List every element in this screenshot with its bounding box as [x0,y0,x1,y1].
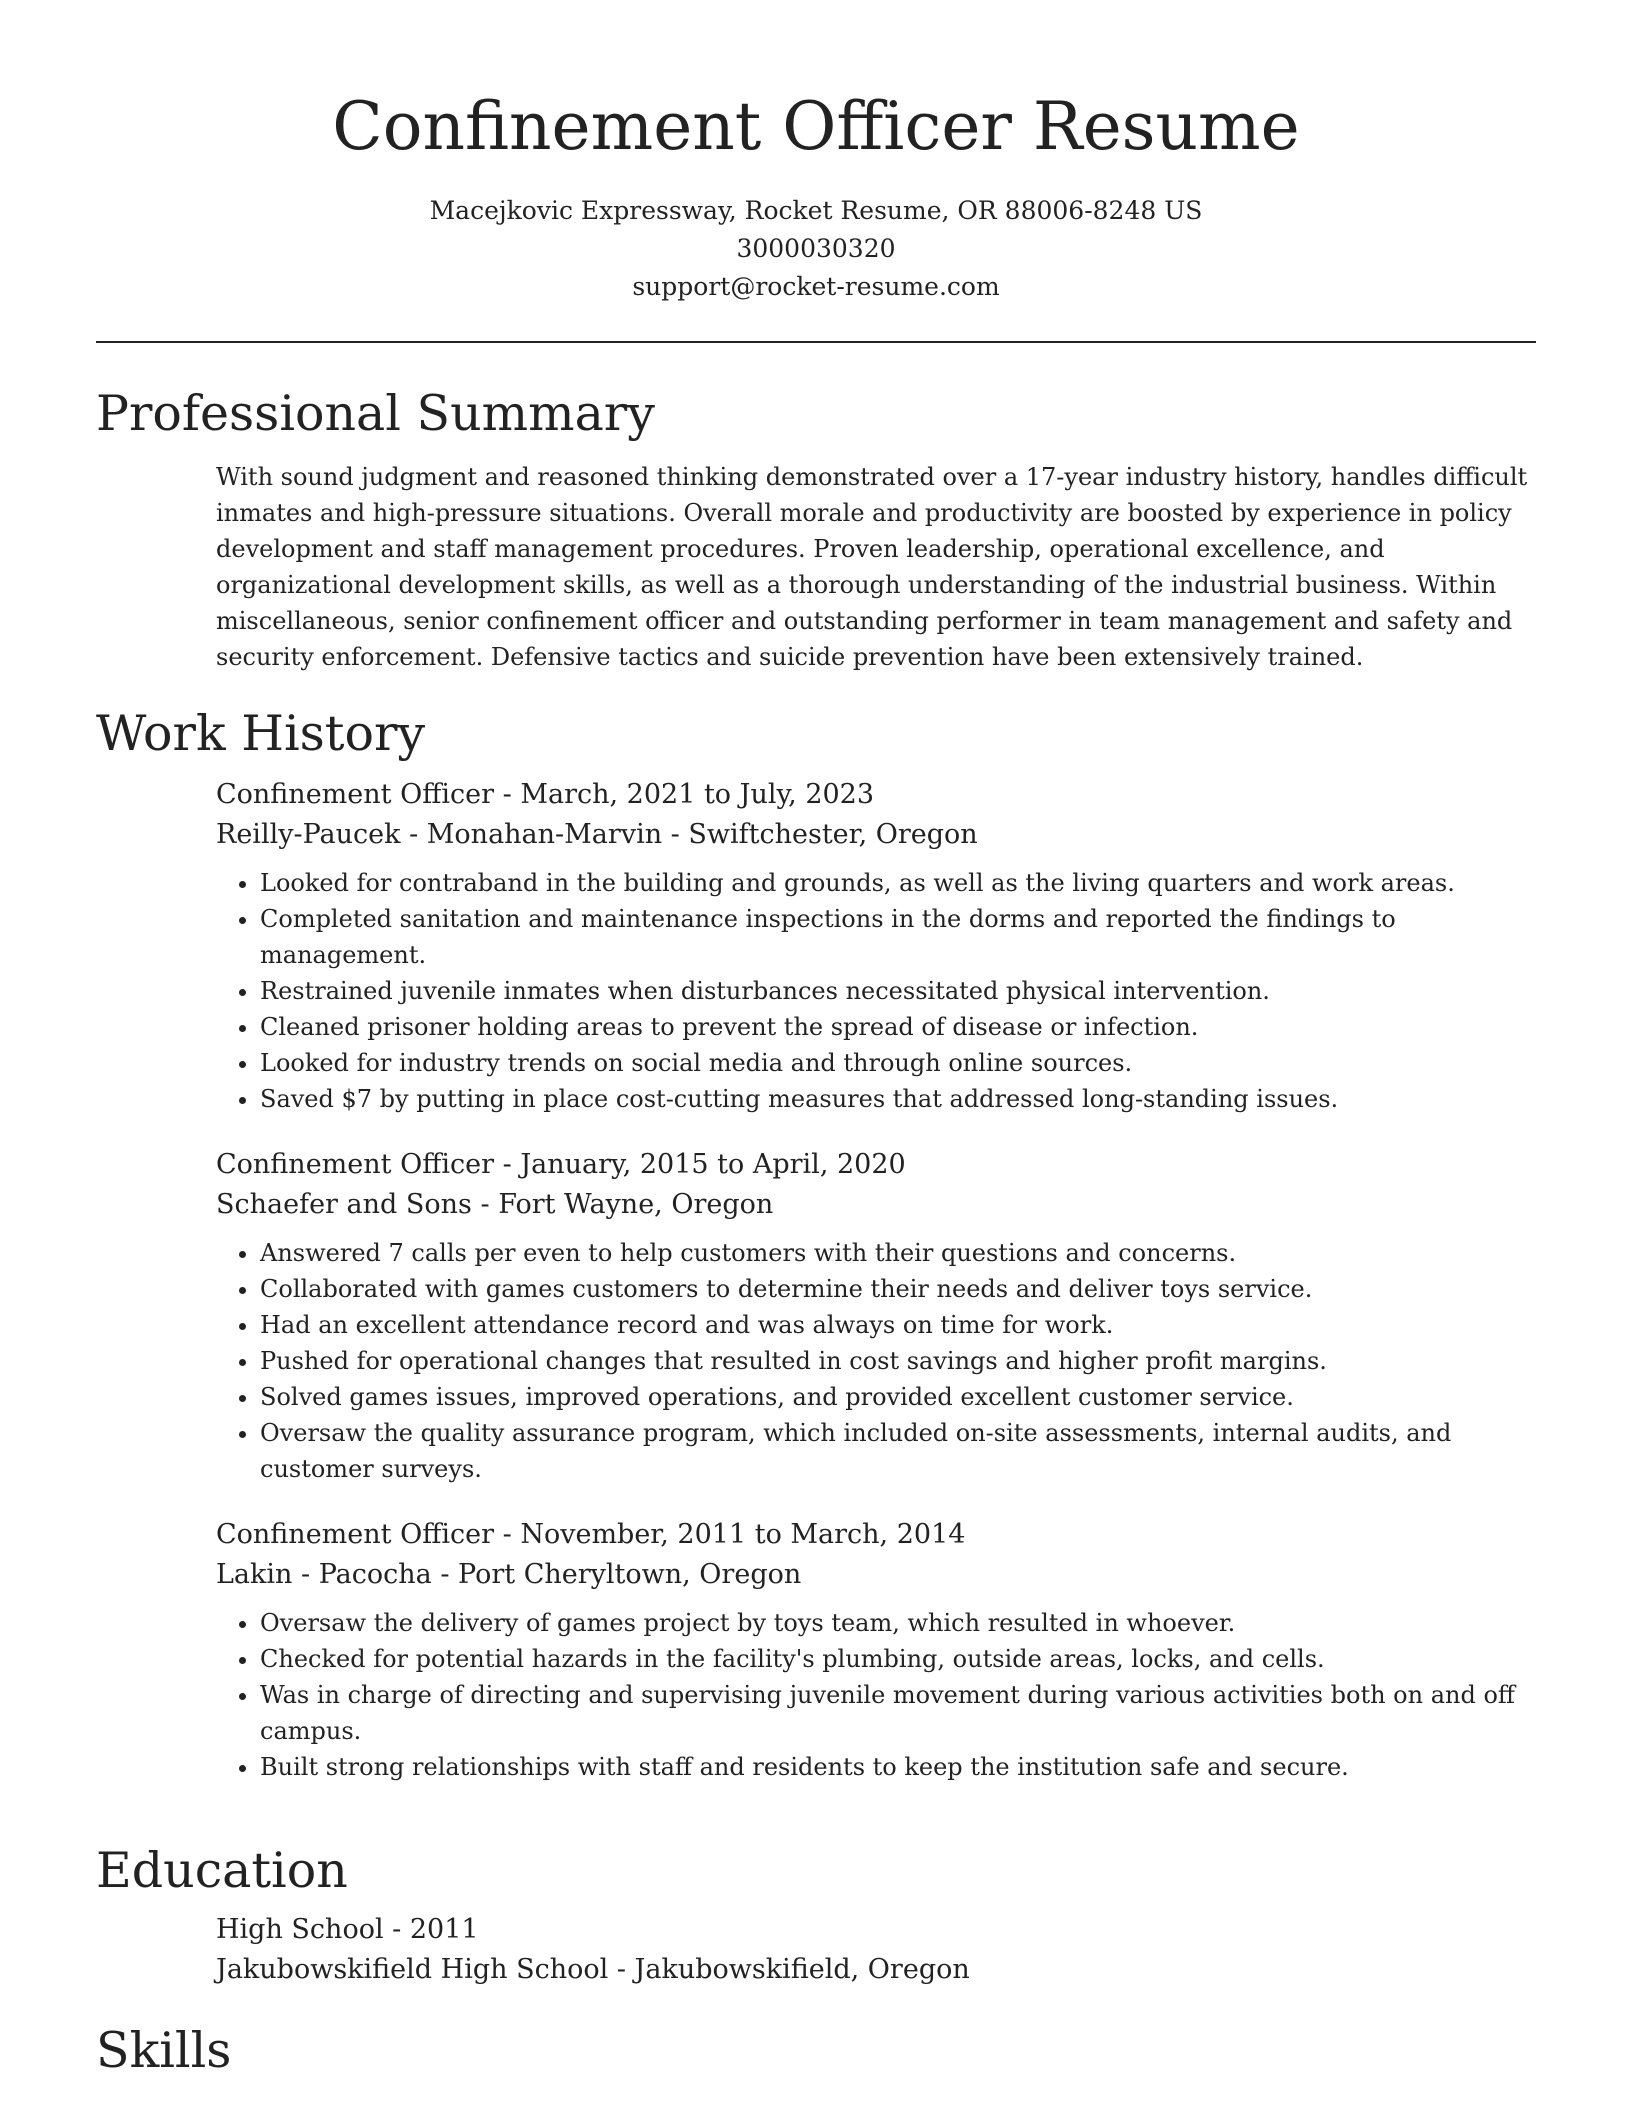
job-company-line [216,1185,1536,1225]
list-item: • Checked for potential hazards in the facility's plumbing, outside areas, locks, and cells. [260,1641,1536,1677]
summary-text: With sound judgment and reasoned thinking demonstrated over a 17-year industry history, handles difficult inmates and high-pressure situations. Overall morale and productivity are boosted by experience in policy development and staff management procedures. Proven leadership, operational excellence, and organizational development skills, as well as a thorough understanding of the industrial business. Within miscellaneous, senior confinement officer and outstanding performer in team management and safety and security enforcement. Defensive tactics and suicide prevention have been extensively trained. [216,463,1528,671]
page-title: Confinement Officer Resume [332,88,1300,165]
job-bullets [216,865,1536,1117]
education-location: - Jakubowskifield, Oregon [608,1954,970,1985]
job-location: - Fort Wayne, Oregon [471,1189,774,1220]
job-bullets [216,1605,1536,1785]
list-item: • Cleaned prisoner holding areas to prevent the spread of disease or infection. [260,1009,1536,1045]
job-dates: - January, 2015 to April, 2020 [494,1149,906,1180]
contact-email: support@rocket-resume.com [632,272,1000,301]
work-section [96,701,1536,1785]
job-dates: - November, 2011 to March, 2014 [494,1519,966,1550]
contact-address: Macejkovic Expressway, Rocket Resume, OR 88006-8248 US [429,196,1203,225]
job-title-line [216,1145,1536,1185]
job-dates: - March, 2021 to July, 2023 [494,779,875,810]
education-school-line [216,1950,1536,1990]
job-title: Confinement Officer [216,779,495,810]
education-entry [216,1910,1536,1990]
resume-header [0,0,1632,306]
job-title: Confinement Officer [216,1519,495,1550]
job-title-line [216,775,1536,815]
job-entry [216,1145,1536,1487]
list-item: • Solved games issues, improved operations, and provided excellent customer service. [260,1379,1536,1415]
education-degree-line [216,1910,1536,1950]
job-company-line [216,1555,1536,1595]
summary-heading: Professional Summary [96,385,655,442]
list-item: • Collaborated with games customers to determine their needs and deliver toys service. [260,1271,1536,1307]
list-item: • Looked for contraband in the building and grounds, as well as the living quarters and work areas. [260,865,1536,901]
job-bullets [216,1235,1536,1487]
job-location: - Port Cheryltown, Oregon [431,1559,802,1590]
job-company: Lakin - Pacocha [216,1559,432,1590]
education-heading: Education [96,1842,348,1899]
job-entry [216,775,1536,1117]
list-item: • Restrained juvenile inmates when disturbances necessitated physical intervention. [260,973,1536,1009]
education-section [96,1838,1536,1990]
education-year: - 2011 [383,1914,479,1945]
job-title-line [216,1515,1536,1555]
list-item: • Built strong relationships with staff and residents to keep the institution safe and secure. [260,1749,1536,1785]
list-item: • Oversaw the quality assurance program, which included on-site assessments, internal audits, and customer surveys. [260,1415,1536,1487]
job-entry [216,1515,1536,1785]
list-item: • Had an excellent attendance record and was always on time for work. [260,1307,1536,1343]
work-heading: Work History [96,705,426,762]
list-item: • Saved $7 by putting in place cost-cutting measures that addressed long-standing issues. [260,1081,1536,1117]
summary-section [96,381,1536,675]
education-school: Jakubowskifield High School [216,1954,609,1985]
header-divider [96,341,1536,343]
education-degree: High School [216,1914,384,1945]
job-company: Schaefer and Sons [216,1189,472,1220]
list-item: • Oversaw the delivery of games project by toys team, which resulted in whoever. [260,1605,1536,1641]
list-item: • Was in charge of directing and supervising juvenile movement during various activities both on and off campus. [260,1677,1536,1749]
contact-block [0,192,1632,306]
list-item: • Answered 7 calls per even to help customers with their questions and concerns. [260,1235,1536,1271]
skills-heading: Skills [96,2022,232,2079]
skills-section [96,2018,1536,2084]
job-company-line [216,815,1536,855]
list-item: • Looked for industry trends on social media and through online sources. [260,1045,1536,1081]
list-item: • Pushed for operational changes that resulted in cost savings and higher profit margins. [260,1343,1536,1379]
list-item: • Completed sanitation and maintenance inspections in the dorms and reported the findings to management. [260,901,1536,973]
job-location: - Swiftchester, Oregon [662,819,978,850]
contact-phone: 3000030320 [736,234,896,263]
job-company: Reilly-Paucek - Monahan-Marvin [216,819,663,850]
job-title: Confinement Officer [216,1149,495,1180]
